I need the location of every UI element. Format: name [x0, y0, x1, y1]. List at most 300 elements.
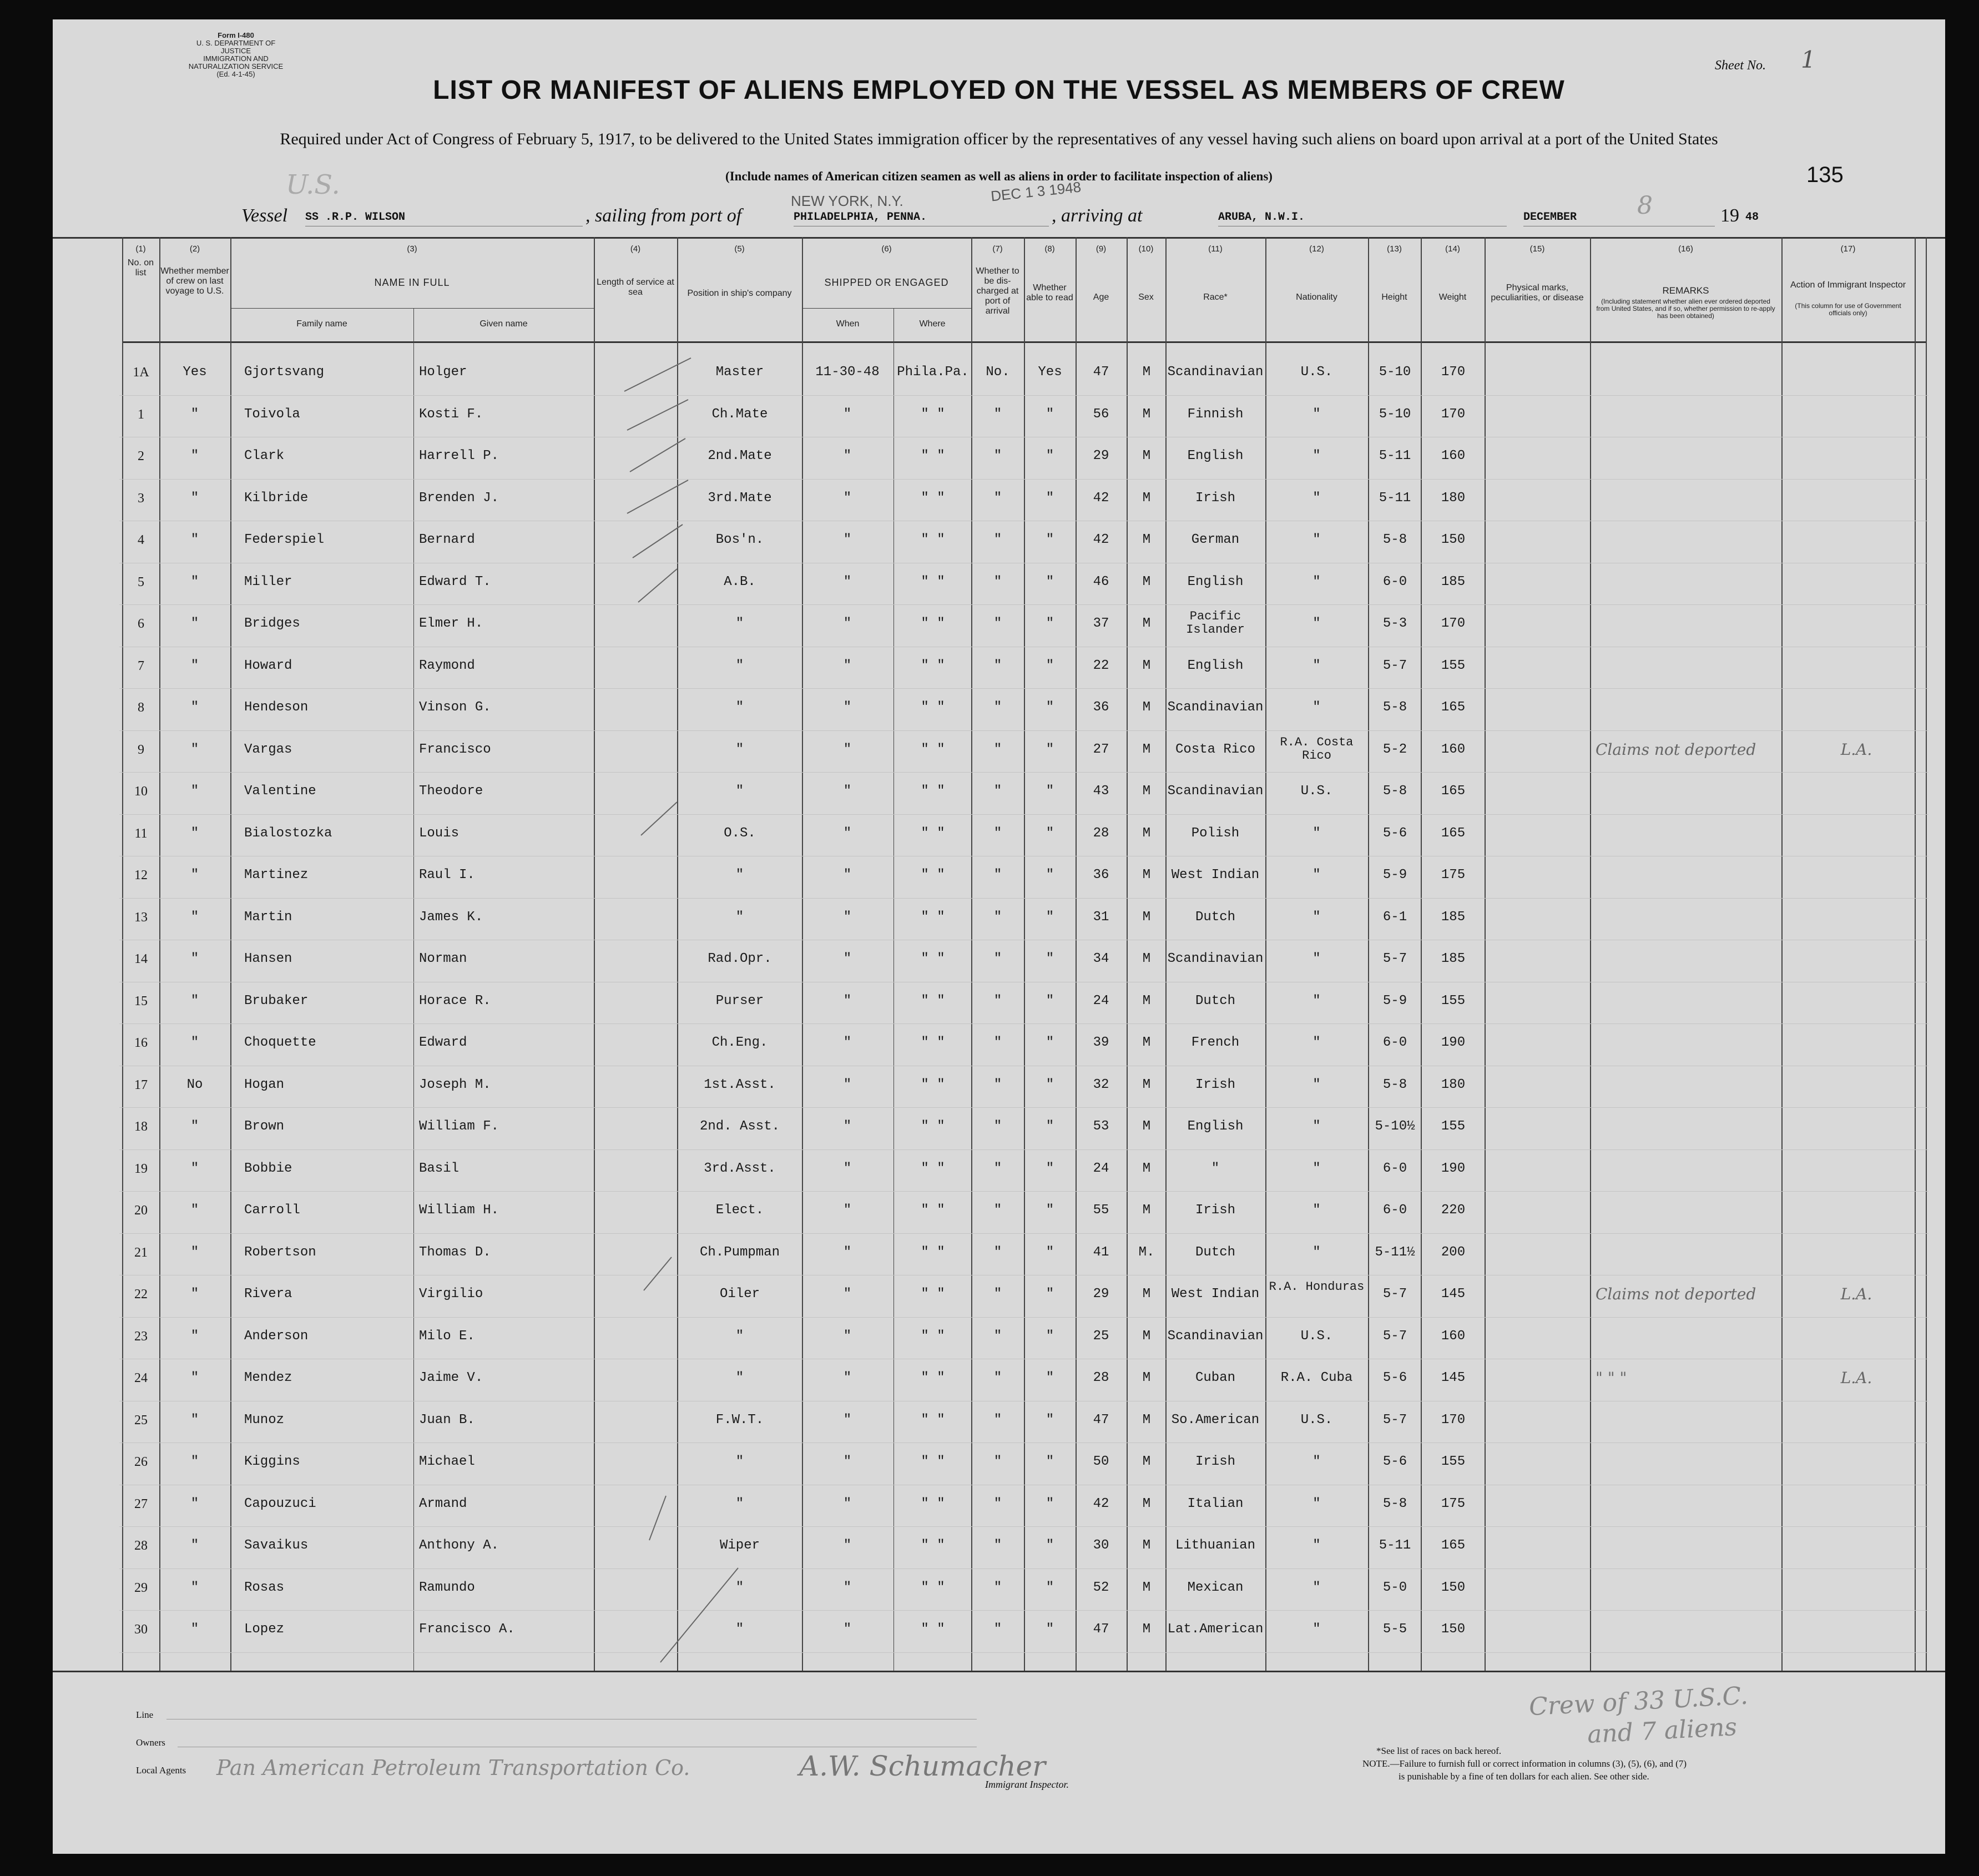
row-rule: [119, 1610, 1928, 1611]
form-number: Form I-480: [218, 31, 254, 39]
cell-position: 2nd.Mate: [708, 448, 772, 463]
cell-position: ": [735, 658, 744, 673]
cell-last-voyage: ": [190, 406, 199, 422]
header-when: When: [836, 319, 860, 329]
colnum-2: (2): [189, 244, 200, 254]
crew-note-1: Crew of 33 U.S.C.: [1528, 1681, 1749, 1722]
cell-family-name: Brown: [244, 1119, 285, 1134]
cell-shipped-where: " ": [921, 616, 945, 631]
port-from: PHILADELPHIA, PENNA.: [794, 211, 927, 224]
cell-sex: M: [1142, 1622, 1151, 1637]
cell-age: 34: [1093, 951, 1109, 966]
cell-given-name: Milo E.: [419, 1328, 475, 1344]
cell-weight: 220: [1441, 1203, 1466, 1218]
cell-able-to-read: ": [1046, 993, 1054, 1008]
cell-shipped-where: " ": [921, 532, 945, 547]
cell-family-name: Martinez: [244, 868, 309, 882]
cell-nationality: ": [1312, 658, 1321, 673]
cell-given-name: Louis: [419, 825, 460, 841]
cell-height: 5-6: [1382, 1370, 1407, 1385]
cell-last-voyage: ": [190, 993, 199, 1008]
cell-shipped-where: " ": [921, 700, 945, 715]
cell-discharged: ": [993, 658, 1002, 673]
cell-position: A.B.: [724, 574, 756, 589]
cell-last-voyage: ": [190, 1412, 199, 1428]
cell-weight: 145: [1441, 1370, 1466, 1385]
cell-row-number: 14: [134, 952, 148, 966]
sailing-label: , sailing from port of: [585, 205, 742, 226]
cell-height: 5-0: [1382, 1580, 1407, 1595]
cell-able-to-read: ": [1046, 1538, 1054, 1553]
colnum-1: (1): [135, 244, 146, 254]
header-length-service: Length of service at sea: [597, 278, 674, 297]
cell-shipped-where: " ": [921, 909, 945, 925]
cell-sex: M: [1142, 1370, 1151, 1385]
footer-line-label: Line: [136, 1709, 154, 1720]
cell-race: English: [1187, 1119, 1244, 1134]
cell-age: 24: [1093, 993, 1109, 1008]
cell-sex: M: [1142, 1119, 1151, 1134]
cell-last-voyage: ": [190, 784, 199, 799]
cell-shipped-when: ": [843, 1454, 852, 1469]
header-last-voyage: Whether member of crew on last voyage to U.S.: [160, 266, 229, 296]
cell-last-voyage: ": [190, 1580, 199, 1595]
cell-able-to-read: ": [1046, 951, 1054, 966]
cell-height: 6-0: [1382, 1203, 1407, 1218]
cell-age: 43: [1093, 784, 1109, 799]
cell-row-number: 5: [138, 574, 144, 589]
cell-family-name: Clark: [244, 448, 285, 463]
cell-shipped-when: ": [843, 1370, 852, 1385]
cell-age: 25: [1093, 1328, 1109, 1344]
cell-nationality: U.S.: [1300, 1412, 1333, 1428]
cell-last-voyage: ": [190, 1203, 199, 1218]
cell-able-to-read: ": [1046, 406, 1054, 422]
fine-note-1: NOTE.—Failure to furnish full or correct information in columns (3), (5), (6), and (7): [1362, 1758, 1687, 1769]
cell-discharged: ": [993, 490, 1002, 506]
header-able-to-read: Whether able to read: [1026, 283, 1073, 302]
cell-shipped-where: " ": [921, 1622, 945, 1637]
subnote: (Include names of American citizen seamen as well as aliens in order to facilitate inspection of aliens): [725, 169, 1273, 183]
cell-sex: M: [1142, 951, 1151, 966]
cell-given-name: Francisco: [419, 742, 491, 757]
cell-weight: 150: [1441, 1622, 1466, 1637]
vessel-name: SS .R.P. WILSON: [305, 211, 406, 224]
cell-last-voyage: ": [190, 868, 199, 882]
cell-inspector-action: L.A.: [1840, 740, 1872, 759]
cell-nationality: R.A. Costa Rico: [1280, 735, 1354, 763]
header-race: Race*: [1203, 293, 1228, 302]
cell-able-to-read: ": [1046, 532, 1054, 547]
cell-shipped-when: ": [843, 1622, 852, 1637]
cell-height: 5-8: [1382, 700, 1407, 715]
cell-height: 5-6: [1382, 1454, 1407, 1469]
cell-shipped-where: " ": [921, 1580, 945, 1595]
cell-family-name: Kiggins: [244, 1454, 300, 1469]
cell-weight: 160: [1441, 742, 1466, 757]
cell-height: 5-8: [1382, 532, 1407, 547]
row-rule: [119, 1233, 1928, 1234]
cell-shipped-when: ": [843, 784, 852, 799]
cell-family-name: Martin: [244, 909, 292, 925]
cell-given-name: Norman: [419, 951, 467, 966]
arrival-day: 8: [1637, 191, 1653, 220]
cell-family-name: Bobbie: [244, 1161, 292, 1176]
cell-discharged: ": [993, 1287, 1002, 1302]
colnum-10: (10): [1138, 244, 1154, 254]
cell-given-name: Francisco A.: [419, 1622, 515, 1637]
cell-nationality: ": [1312, 909, 1321, 925]
cell-row-number: 18: [134, 1119, 148, 1134]
cell-shipped-where: " ": [921, 490, 945, 506]
cell-last-voyage: ": [190, 1622, 199, 1637]
cell-height: 5-11: [1379, 448, 1411, 463]
cell-age: 50: [1093, 1454, 1109, 1469]
cell-given-name: Jaime V.: [419, 1370, 483, 1385]
vessel-flag-handwritten: U.S.: [286, 169, 340, 200]
cell-sex: M: [1142, 532, 1151, 547]
row-rule: [119, 1023, 1928, 1024]
cell-sex: M: [1142, 1287, 1151, 1302]
cell-race: So.American: [1171, 1412, 1260, 1428]
cell-weight: 145: [1441, 1287, 1466, 1302]
colnum-4: (4): [630, 244, 641, 254]
cell-race: Finnish: [1187, 406, 1244, 422]
cell-sex: M.: [1138, 1244, 1155, 1260]
cell-discharged: ": [993, 742, 1002, 757]
cell-row-number: 9: [138, 742, 144, 757]
cell-nationality: ": [1312, 1244, 1321, 1260]
cell-shipped-when: ": [843, 1496, 852, 1511]
form-department: U. S. DEPARTMENT OF JUSTICE: [196, 39, 276, 55]
cell-position: O.S.: [724, 825, 756, 841]
cell-shipped-when: ": [843, 1035, 852, 1050]
cell-race: Dutch: [1195, 993, 1235, 1008]
cell-height: 5-7: [1382, 1287, 1407, 1302]
cell-family-name: Hansen: [244, 951, 292, 966]
colnum-9: (9): [1095, 244, 1107, 254]
cell-shipped-where: " ": [921, 784, 945, 799]
cell-nationality: ": [1312, 1580, 1321, 1595]
cell-last-voyage: Yes: [183, 365, 207, 380]
cell-able-to-read: ": [1046, 1454, 1054, 1469]
cell-shipped-when: ": [843, 1077, 852, 1092]
cell-able-to-read: ": [1046, 1161, 1054, 1176]
cell-discharged: ": [993, 1496, 1002, 1511]
cell-discharged: No.: [986, 365, 1010, 380]
cell-race: Lat.American: [1167, 1622, 1264, 1637]
cell-shipped-when: ": [843, 406, 852, 422]
cell-family-name: Toivola: [244, 406, 300, 422]
cell-nationality: ": [1312, 1538, 1321, 1553]
cell-nationality: ": [1312, 1203, 1321, 1218]
cell-position: 3rd.Asst.: [704, 1161, 776, 1176]
cell-race: Irish: [1195, 490, 1235, 506]
cell-position: 2nd. Asst.: [699, 1119, 780, 1134]
cell-able-to-read: ": [1046, 1035, 1054, 1050]
form-id-block: [183, 32, 289, 78]
header-no-on-list: No. on list: [127, 258, 154, 278]
cell-last-voyage: ": [190, 951, 199, 966]
cell-age: 32: [1093, 1077, 1109, 1092]
cell-position: Purser: [715, 993, 764, 1008]
cell-row-number: 1: [138, 407, 144, 422]
cell-sex: M: [1142, 784, 1151, 799]
cell-nationality: ": [1312, 1035, 1321, 1050]
page-title: LIST OR MANIFEST OF ALIENS EMPLOYED ON THE VESSEL AS MEMBERS OF CREW: [433, 75, 1565, 105]
cell-shipped-when: ": [843, 490, 852, 506]
cell-family-name: Vargas: [244, 742, 292, 757]
cell-shipped-where: " ": [921, 1244, 945, 1260]
cell-shipped-where: " ": [921, 951, 945, 966]
cell-weight: 170: [1441, 1412, 1466, 1428]
cell-remarks: " " ": [1596, 1369, 1627, 1387]
colnum-13: (13): [1387, 244, 1402, 254]
cell-given-name: Edward: [419, 1035, 467, 1050]
cell-height: 5-11½: [1375, 1244, 1415, 1260]
cell-age: 28: [1093, 1370, 1109, 1385]
cell-row-number: 20: [134, 1203, 148, 1218]
header-shipped-engaged: SHIPPED OR ENGAGED: [824, 277, 949, 288]
header-given-name: Given name: [479, 319, 528, 329]
cell-discharged: ": [993, 1244, 1002, 1260]
cell-given-name: Raul I.: [419, 868, 475, 882]
cell-given-name: Anthony A.: [419, 1538, 499, 1553]
cell-nationality: ": [1312, 1454, 1321, 1469]
cell-row-number: 23: [134, 1329, 148, 1344]
cell-discharged: ": [993, 1622, 1002, 1637]
cell-shipped-when: ": [843, 1287, 852, 1302]
cell-given-name: Basil: [419, 1161, 460, 1176]
cell-family-name: Federspiel: [244, 532, 325, 547]
manifest-document: [53, 19, 1945, 1854]
cell-position: ": [735, 868, 744, 882]
cell-able-to-read: ": [1046, 784, 1054, 799]
cell-remarks: Claims not deported: [1596, 740, 1756, 759]
cell-remarks: Claims not deported: [1596, 1285, 1756, 1303]
cell-nationality: ": [1312, 448, 1321, 463]
cell-row-number: 3: [138, 491, 144, 506]
cell-able-to-read: ": [1046, 1496, 1054, 1511]
header-remarks-detail: (Including statement whether alien ever ordered deported from United States, and if so, whether permission to re-apply has been obtained): [1596, 297, 1775, 320]
cell-family-name: Capouzuci: [244, 1496, 316, 1511]
row-rule: [119, 898, 1928, 899]
cell-weight: 185: [1441, 951, 1466, 966]
cell-race: Polish: [1191, 825, 1240, 841]
cell-age: 29: [1093, 448, 1109, 463]
cell-row-number: 11: [134, 826, 148, 841]
cell-age: 47: [1093, 365, 1109, 380]
cell-row-number: 24: [134, 1371, 148, 1385]
cell-race: Scandinavian: [1167, 700, 1264, 715]
arrival-month: DECEMBER: [1523, 211, 1577, 224]
cell-given-name: Vinson G.: [419, 700, 491, 715]
cell-sex: M: [1142, 365, 1151, 380]
cell-family-name: Kilbride: [244, 490, 309, 506]
cell-sex: M: [1142, 1580, 1151, 1595]
cell-family-name: Brubaker: [244, 993, 309, 1008]
cell-row-number: 7: [138, 658, 144, 673]
cell-family-name: Munoz: [244, 1412, 285, 1428]
row-rule: [119, 730, 1928, 731]
cell-weight: 185: [1441, 574, 1466, 589]
cell-family-name: Gjortsvang: [244, 365, 325, 380]
header-position: Position in ship's company: [687, 289, 792, 298]
header-remarks: REMARKS: [1662, 285, 1709, 296]
cell-position: Oiler: [719, 1287, 760, 1302]
cell-age: 47: [1093, 1412, 1109, 1428]
cell-position: Master: [715, 365, 764, 380]
cell-nationality: R.A. Honduras: [1269, 1280, 1365, 1294]
cell-row-number: 15: [134, 994, 148, 1008]
cell-nationality: U.S.: [1300, 784, 1333, 799]
cell-sex: M: [1142, 1412, 1151, 1428]
cell-sex: M: [1142, 658, 1151, 673]
cell-sex: M: [1142, 448, 1151, 463]
cell-row-number: 10: [134, 784, 148, 799]
cell-race: Scandinavian: [1167, 784, 1264, 799]
cell-inspector-action: L.A.: [1840, 1285, 1872, 1303]
header-family-name: Family name: [296, 319, 347, 329]
cell-able-to-read: ": [1046, 1412, 1054, 1428]
cell-nationality: ": [1312, 616, 1321, 631]
row-rule: [119, 1191, 1928, 1192]
cell-age: 56: [1093, 406, 1109, 422]
cell-discharged: ": [993, 1454, 1002, 1469]
cell-shipped-when: ": [843, 700, 852, 715]
cell-position: ": [735, 1328, 744, 1344]
cell-discharged: ": [993, 532, 1002, 547]
cell-race: Mexican: [1187, 1580, 1244, 1595]
cell-position: Elect.: [715, 1203, 764, 1218]
cell-weight: 155: [1441, 1454, 1466, 1469]
cell-weight: 165: [1441, 1538, 1466, 1553]
cell-nationality: ": [1312, 951, 1321, 966]
cell-discharged: ": [993, 700, 1002, 715]
cell-height: 5-3: [1382, 616, 1407, 631]
cell-able-to-read: ": [1046, 1244, 1054, 1260]
cell-given-name: Brenden J.: [419, 490, 499, 506]
cell-shipped-when: ": [843, 1161, 852, 1176]
footer-agents-label: Local Agents: [136, 1765, 186, 1776]
form-edition: (Ed. 4-1-45): [216, 70, 255, 78]
cell-nationality: ": [1312, 406, 1321, 422]
cell-family-name: Miller: [244, 574, 292, 589]
cell-shipped-where: " ": [921, 406, 945, 422]
cell-shipped-where: " ": [921, 868, 945, 882]
cell-nationality: ": [1312, 1622, 1321, 1637]
colnum-8: (8): [1044, 244, 1055, 254]
cell-age: 53: [1093, 1119, 1109, 1134]
cell-shipped-where: " ": [921, 1454, 945, 1469]
cell-nationality: ": [1312, 700, 1321, 715]
cell-height: 5-7: [1382, 1412, 1407, 1428]
cell-weight: 165: [1441, 700, 1466, 715]
cell-family-name: Bridges: [244, 616, 300, 631]
cell-shipped-when: ": [843, 993, 852, 1008]
cell-last-voyage: ": [190, 490, 199, 506]
inspector-signature: A.W. Schumacher: [799, 1750, 1046, 1782]
cell-discharged: ": [993, 1370, 1002, 1385]
cell-weight: 155: [1441, 1119, 1466, 1134]
cell-given-name: Joseph M.: [419, 1077, 491, 1092]
cell-discharged: ": [993, 1580, 1002, 1595]
cell-given-name: Virgilio: [419, 1287, 483, 1302]
cell-able-to-read: ": [1046, 909, 1054, 925]
cell-weight: 160: [1441, 1328, 1466, 1344]
cell-able-to-read: ": [1046, 1077, 1054, 1092]
cell-row-number: 6: [138, 617, 144, 631]
cell-nationality: ": [1312, 868, 1321, 882]
cell-shipped-where: " ": [921, 1077, 945, 1092]
cell-row-number: 1A: [133, 365, 149, 380]
cell-race: Lithuanian: [1175, 1538, 1256, 1553]
cell-family-name: Carroll: [244, 1203, 300, 1218]
crew-note-2: and 7 aliens: [1586, 1712, 1738, 1749]
cell-race: Cuban: [1195, 1370, 1235, 1385]
cell-weight: 190: [1441, 1161, 1466, 1176]
cell-given-name: Armand: [419, 1496, 467, 1511]
cell-row-number: 16: [134, 1036, 148, 1050]
cell-sex: M: [1142, 1161, 1151, 1176]
cell-discharged: ": [993, 993, 1002, 1008]
cell-row-number: 21: [134, 1245, 148, 1260]
cell-shipped-when: ": [843, 1328, 852, 1344]
cell-sex: M: [1142, 700, 1151, 715]
cell-given-name: Raymond: [419, 658, 475, 673]
port-to: ARUBA, N.W.I.: [1218, 211, 1305, 224]
cell-age: 22: [1093, 658, 1109, 673]
cell-weight: 185: [1441, 909, 1466, 925]
cell-weight: 200: [1441, 1244, 1466, 1260]
races-note: *See list of races on back hereof.: [1376, 1746, 1502, 1756]
cell-nationality: ": [1312, 1119, 1321, 1134]
cell-able-to-read: ": [1046, 658, 1054, 673]
cell-position: Bos'n.: [715, 532, 764, 547]
cell-given-name: Holger: [419, 365, 467, 380]
cell-able-to-read: ": [1046, 1328, 1054, 1344]
cell-shipped-when: ": [843, 448, 852, 463]
cell-sex: M: [1142, 1496, 1151, 1511]
subtitle: Required under Act of Congress of February 5, 1917, to be delivered to the United States immigration officer by the representatives of any vessel having such aliens on board upon arrival at a port of the United States: [280, 130, 1718, 148]
cell-position: ": [735, 1454, 744, 1469]
agents-handwritten: Pan American Petroleum Transportation Co.: [216, 1756, 690, 1780]
cell-discharged: ": [993, 1161, 1002, 1176]
cell-sex: M: [1142, 406, 1151, 422]
cell-weight: 190: [1441, 1035, 1466, 1050]
cell-family-name: Bialostozka: [244, 825, 332, 841]
cell-given-name: James K.: [419, 909, 483, 925]
sheet-label: Sheet No.: [1715, 58, 1766, 73]
inspector-label: Immigrant Inspector.: [985, 1779, 1069, 1790]
cell-sex: M: [1142, 1328, 1151, 1344]
cell-age: 46: [1093, 574, 1109, 589]
cell-last-voyage: ": [190, 1496, 199, 1511]
cell-shipped-where: " ": [921, 742, 945, 757]
cell-given-name: Theodore: [419, 784, 483, 799]
cell-weight: 150: [1441, 532, 1466, 547]
cell-position: ": [735, 700, 744, 715]
colnum-5: (5): [734, 244, 745, 254]
cell-discharged: ": [993, 951, 1002, 966]
header-name-in-full: NAME IN FULL: [374, 277, 450, 288]
arrival-year: 48: [1745, 211, 1759, 224]
cell-shipped-where: " ": [921, 1538, 945, 1553]
colnum-7: (7): [992, 244, 1003, 254]
cell-age: 41: [1093, 1244, 1109, 1260]
cell-last-voyage: ": [190, 1035, 199, 1050]
cell-row-number: 26: [134, 1455, 148, 1469]
